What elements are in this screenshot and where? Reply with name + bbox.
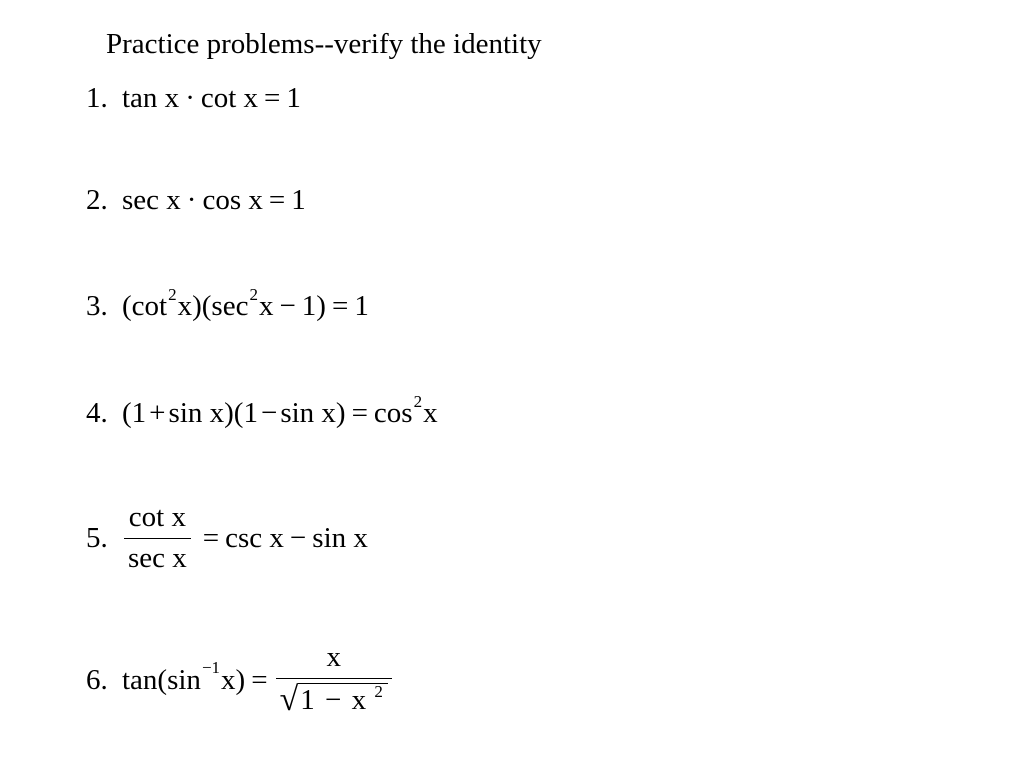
exponent: −1 xyxy=(201,658,221,678)
problem-number: 3. xyxy=(86,290,108,322)
equals-sign: = xyxy=(351,397,368,429)
expr-term: tan x xyxy=(122,82,180,114)
equals-sign: = xyxy=(251,663,268,696)
exponent: 2 xyxy=(168,284,177,304)
expr-term: x) xyxy=(221,663,246,696)
radicand xyxy=(298,683,388,717)
expr-term: sin x)(1 xyxy=(168,397,258,429)
dot-operator: · xyxy=(186,184,197,216)
expr-term: x)(sec xyxy=(177,290,249,322)
equals-sign: = xyxy=(331,290,349,322)
minus-sign: − xyxy=(289,521,307,554)
expr-term: cos x xyxy=(202,184,263,216)
problem-4 xyxy=(86,391,438,430)
expr-term: sin x) xyxy=(280,397,346,429)
fraction-numerator: cot x xyxy=(128,501,186,533)
minus-sign: − xyxy=(260,397,278,429)
exponent: 2 xyxy=(413,391,423,411)
fraction-denominator: sec x xyxy=(124,538,191,575)
problem-number: 6. xyxy=(86,663,108,696)
problem-number: 5. xyxy=(86,521,108,554)
expr-term: cos xyxy=(373,397,413,429)
expr-term: csc x xyxy=(225,521,284,554)
expr-term: x xyxy=(351,683,367,716)
plus-sign: + xyxy=(149,397,166,429)
problem-1 xyxy=(86,82,301,115)
expr-result: 1 xyxy=(291,184,306,216)
problem-2 xyxy=(86,184,306,217)
fraction-denominator xyxy=(276,678,392,718)
problem-number: 4. xyxy=(86,397,108,429)
expr-term: (1 xyxy=(122,397,147,429)
expr-term: x xyxy=(258,290,274,322)
expr-term: cot x xyxy=(200,82,259,114)
problem-5 xyxy=(86,502,368,575)
exponent: 2 xyxy=(249,284,258,304)
problem-6 xyxy=(86,642,398,718)
dot-operator: · xyxy=(185,82,195,114)
expr-result: 1 xyxy=(354,290,369,322)
expr-term: tan(sin xyxy=(122,663,201,696)
problem-number: 2. xyxy=(86,184,108,216)
equals-sign: = xyxy=(264,82,281,114)
expr-term: sec x xyxy=(122,184,181,216)
expr-term: (cot xyxy=(122,290,168,322)
radical-icon: √ xyxy=(279,681,299,719)
fraction xyxy=(124,502,191,575)
expr-term: 1) xyxy=(301,290,326,322)
square-root xyxy=(280,683,388,717)
minus-sign: − xyxy=(324,683,342,716)
problem-3 xyxy=(86,284,369,323)
expr-term: x xyxy=(423,397,438,429)
equals-sign: = xyxy=(202,521,220,554)
equals-sign: = xyxy=(268,184,286,216)
page-title: Practice problems--verify the identity xyxy=(106,28,542,60)
exponent: 2 xyxy=(374,681,383,701)
expr-result: 1 xyxy=(286,82,301,114)
expr-term: 1 xyxy=(300,683,315,716)
fraction xyxy=(276,642,392,718)
fraction-numerator: x xyxy=(326,641,341,673)
expr-term: sin x xyxy=(312,521,368,554)
problem-number: 1. xyxy=(86,82,108,114)
minus-sign: − xyxy=(279,290,296,322)
